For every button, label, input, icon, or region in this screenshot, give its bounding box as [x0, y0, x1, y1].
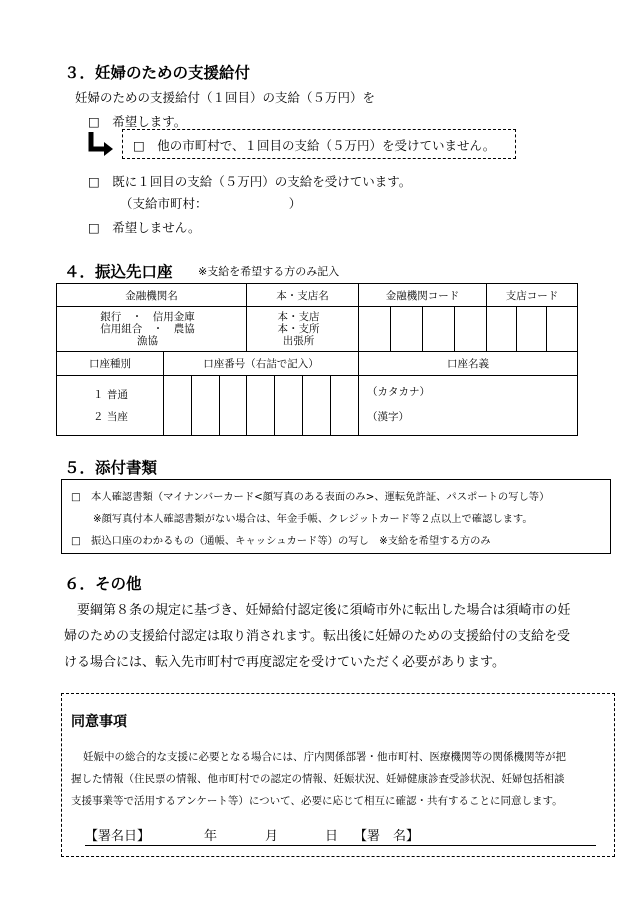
branch-name-cell[interactable]	[247, 307, 359, 352]
bank-code-digit[interactable]	[423, 307, 455, 352]
option-want-checkbox[interactable]: □ 希望します。	[88, 114, 187, 129]
signature-day-label: 日	[325, 829, 339, 844]
section5-title: ５．添付書類	[64, 459, 158, 477]
other-city-box	[122, 129, 516, 159]
account-number-digit[interactable]	[192, 376, 220, 436]
consent-line: 妊娠中の総合的な支援に必要となる場合には、庁内関係部署・他市町村、医療機関等の関係機関等が把	[83, 751, 566, 763]
attachments-box	[61, 479, 611, 554]
option-not-want-checkbox[interactable]: □ 希望しません。	[88, 220, 201, 235]
signature-year-label: 年	[204, 829, 218, 844]
header-branch-name: 本・支店名	[247, 284, 359, 307]
bank-code-digit[interactable]	[455, 307, 487, 352]
branch-code-digit[interactable]	[517, 307, 547, 352]
bank-account-table	[56, 283, 578, 436]
account-type-option: １ 普通	[93, 388, 128, 401]
signature-month-label: 月	[265, 829, 279, 844]
account-number-digit[interactable]	[247, 376, 275, 436]
header-account-type: 口座種別	[57, 352, 164, 376]
bank-code-digit[interactable]	[359, 307, 391, 352]
branch-type-option: 本・支店	[277, 311, 320, 323]
account-number-digit[interactable]	[303, 376, 331, 436]
signature-line[interactable]	[85, 845, 596, 846]
consent-box	[61, 693, 615, 857]
signature-name-label: 【署 名】	[354, 829, 420, 844]
section6-line: ける場合には、転入先市町村で再度認定を受けていただく必要があります。	[64, 655, 505, 670]
header-bank-name: 金融機関名	[57, 284, 247, 307]
paid-city-field[interactable]: （支給市町村： ）	[120, 196, 302, 211]
section3-title: ３．妊婦のための支援給付	[64, 64, 251, 82]
attachment-id-checkbox[interactable]: □ 本人確認書類（マイナンバーカード<顔写真のある表面のみ>、運転免許証、パスポートの写し等）	[71, 491, 550, 503]
bank-type-option: 信用組合 ・ 農協	[100, 323, 195, 335]
account-type-cell[interactable]	[57, 376, 164, 436]
account-number-digit[interactable]	[164, 376, 192, 436]
account-type-option: ２ 当座	[93, 410, 128, 423]
branch-code-digit[interactable]	[487, 307, 517, 352]
branch-code-digit[interactable]	[547, 307, 578, 352]
consent-title: 同意事項	[71, 714, 127, 730]
arrow-right-icon	[86, 130, 118, 158]
consent-line: 握した情報（住民票の情報、他市町村での認定の情報、妊娠状況、妊婦健康診査受診状況、妊婦包括相談	[71, 773, 565, 785]
attachment-id-note: ※顔写真付本人確認書類がない場合は、年金手帳、クレジットカード等２点以上で確認します。	[93, 513, 533, 525]
attachment-account-checkbox[interactable]: □ 振込口座のわかるもの（通帳、キャッシュカード等）の写し ※支給を希望する方のみ	[71, 535, 491, 547]
option-already-checkbox[interactable]: □ 既に１回目の支給（５万円）の支給を受けています。	[88, 174, 412, 189]
header-account-holder: 口座名義	[359, 352, 578, 376]
signature-date-label: 【署名日】	[85, 829, 151, 844]
holder-kana-label: （カタカナ）	[367, 386, 430, 398]
section6-line: 婦のための支援給付認定は取り消されます。転出後に妊婦のための支援給付の支給を受	[64, 629, 570, 644]
holder-kanji-label: （漢字）	[367, 411, 409, 423]
header-branch-code: 支店コード	[487, 284, 578, 307]
account-holder-cell[interactable]	[359, 376, 578, 436]
account-number-digit[interactable]	[220, 376, 247, 436]
consent-line: 支援事業等で活用するアンケート等）について、必要に応じて相互に確認・共有することに同意します。	[71, 795, 563, 807]
header-account-number: 口座番号（右詰で記入）	[164, 352, 359, 376]
section4-title: ４．振込先口座	[64, 263, 173, 281]
branch-type-option: 本・支所	[277, 323, 320, 335]
option-other-city-checkbox[interactable]: □ 他の市町村で、１回目の支給（５万円）を受けていません。	[133, 138, 496, 153]
bank-type-option: 漁協	[137, 335, 158, 347]
section6-line: 要綱第８条の規定に基づき、妊婦給付認定後に須崎市外に転出した場合は須崎市の妊	[77, 603, 571, 618]
section4-note: ※支給を希望する方のみ記入	[198, 265, 340, 278]
section3-intro: 妊婦のための支援給付（１回目）の支給（５万円）を	[75, 90, 376, 105]
bank-type-option: 銀行 ・ 信用金庫	[100, 311, 195, 323]
bank-name-cell[interactable]	[57, 307, 247, 352]
account-number-digit[interactable]	[275, 376, 303, 436]
account-number-digit[interactable]	[331, 376, 359, 436]
bank-code-digit[interactable]	[391, 307, 423, 352]
branch-type-option: 出張所	[282, 335, 315, 347]
header-bank-code: 金融機関コード	[359, 284, 487, 307]
section6-title: ６．その他	[64, 575, 142, 593]
